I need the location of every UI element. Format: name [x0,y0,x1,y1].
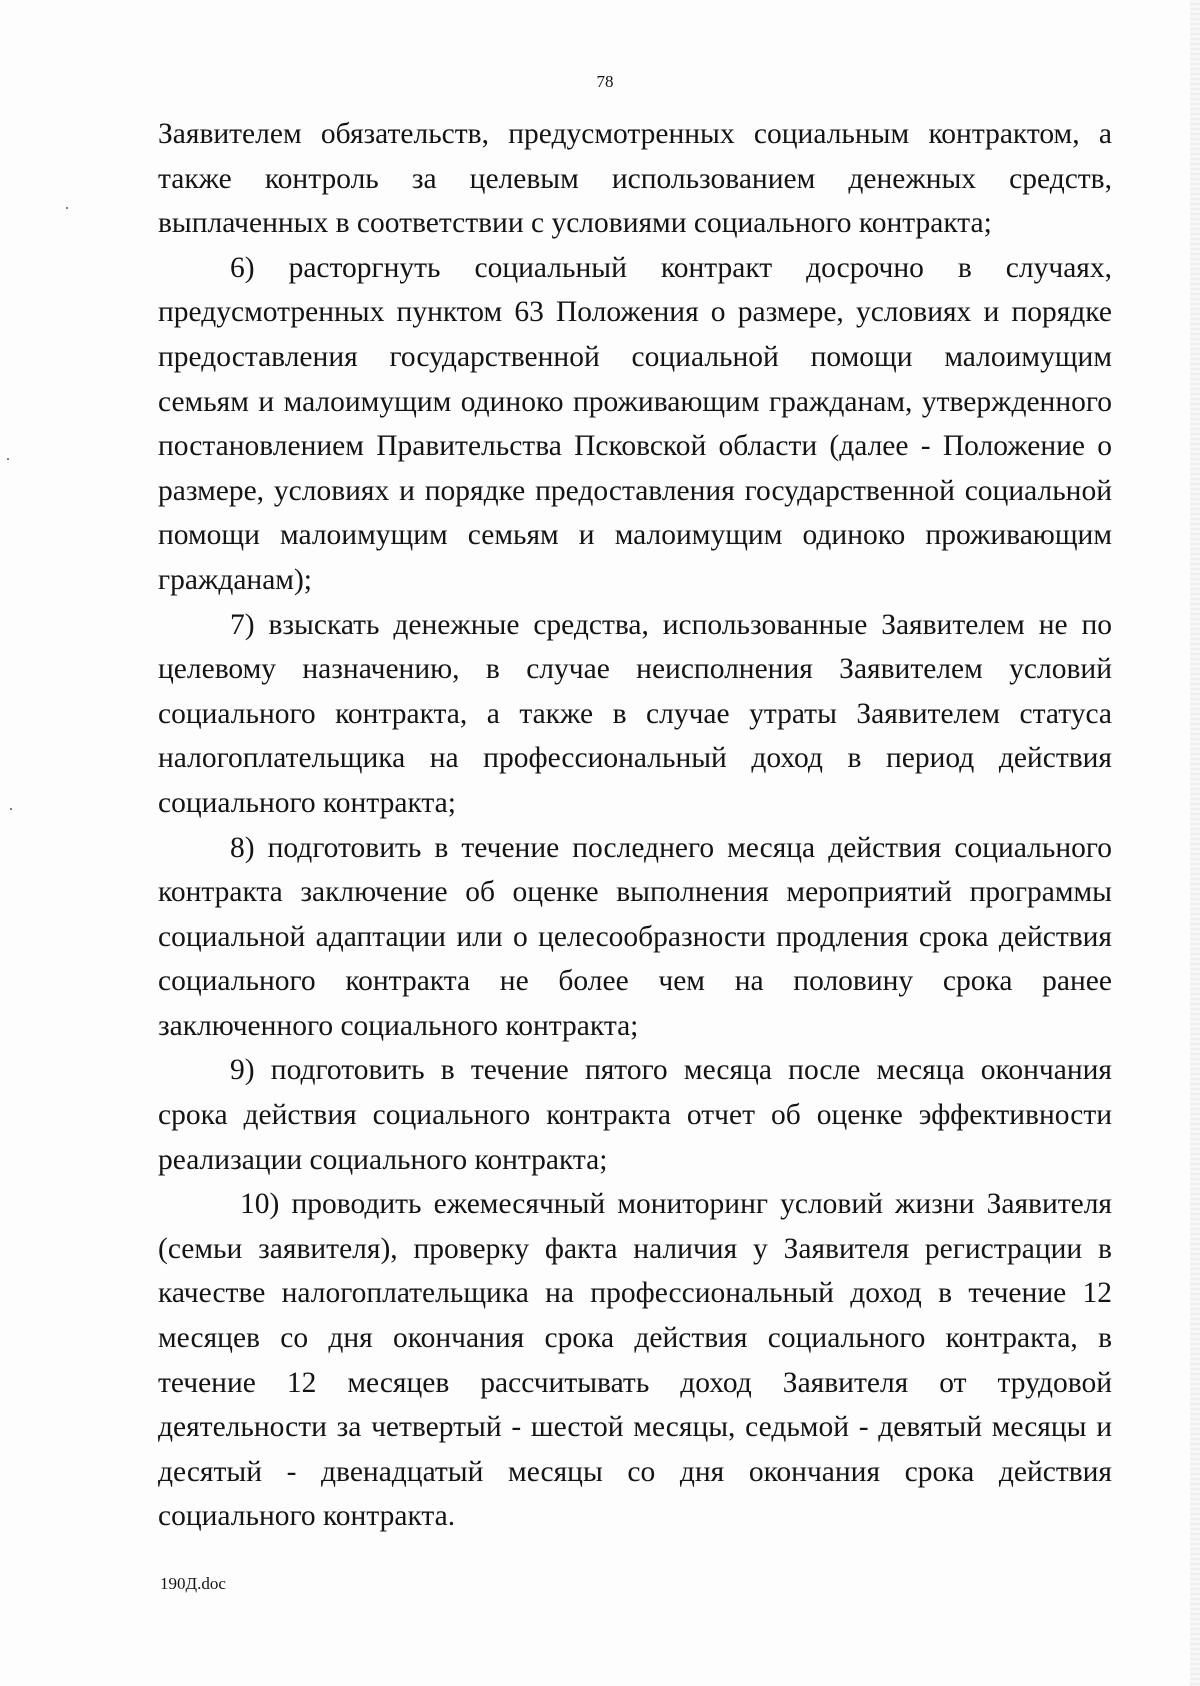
paragraph-item-8: 8) подготовить в течение последнего месяца действия социального контракта заключение об оценке выполнения мероприятий программы социальной адаптации или о целесообразности продления срока действия социального контракта не более чем на половину срока ранее заключенного социального контракта; [158,831,1112,1042]
page-number: 78 [596,72,614,91]
scan-speck [7,458,9,460]
paragraph-item-9: 9) подготовить в течение пятого месяца после месяца окончания срока действия социального контракта отчет об оценке эффективности реализации социального контракта; [158,1054,1112,1176]
scan-speck [10,808,12,810]
paragraph-item-7: 7) взыскать денежные средства, использованные Заявителем не по целевому назначению, в случае неисполнения Заявителем условий социального контракта, а также в случае утраты Заявителем статуса налогоплательщика на профессиональный доход в период действия социального контракта; [158,608,1112,819]
paragraph-item-6: 6) расторгнуть социальный контракт досрочно в случаях, предусмотренных пунктом 63 Положения о размере, условиях и порядке предоставления государственной социальной помощи малоимущим семьям и малоимущим одиноко проживающим гражданам, утвержденного постановлением Правительства Псковской области (далее - Положение о размере, условиях и порядке предоставления государственной социальной помощи малоимущим семьям и малоимущим одиноко проживающим гражданам); [158,251,1112,596]
paragraph-item-10: 10) проводить ежемесячный мониторинг условий жизни Заявителя (семьи заявителя), проверку факта наличия у Заявителя регистрации в качестве налогоплательщика на профессиональный доход в течение 12 месяцев со дня окончания срока действия социального контракта, в течение 12 месяцев рассчитывать доход Заявителя от трудовой деятельности за четвертый - шестой месяцы, седьмой - девятый месяцы и десятый - двенадцатый месяцы со дня окончания срока действия социального контракта. [158,1188,1112,1533]
scan-speck [66,207,68,209]
scan-edge [1190,0,1200,1686]
footer-file-name: 190Д.doc [160,1574,226,1593]
paragraph-continuation: Заявителем обязательств, предусмотренных социальным контрактом, а также контроль за целевым использованием денежных средств, выплаченных в соответствии с условиями социального контракта; [158,118,1112,240]
document-body [158,112,1112,1539]
